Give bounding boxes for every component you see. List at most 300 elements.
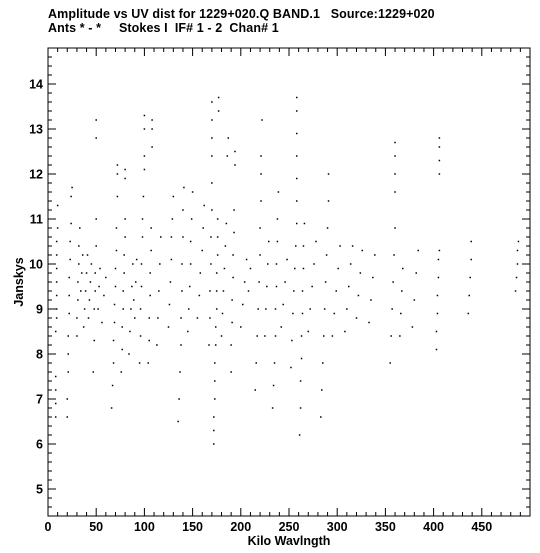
data-point <box>197 317 199 319</box>
data-point <box>68 277 70 279</box>
data-point <box>68 295 70 297</box>
data-point <box>114 304 116 306</box>
data-point <box>399 335 401 337</box>
data-point <box>300 407 302 409</box>
data-point <box>56 254 58 256</box>
data-point <box>309 308 311 310</box>
data-point <box>140 335 142 337</box>
data-point <box>56 281 58 283</box>
data-point <box>182 236 184 238</box>
data-point <box>67 371 69 373</box>
data-point <box>308 331 310 333</box>
data-point <box>390 335 392 337</box>
data-point <box>292 313 294 315</box>
data-point <box>114 322 116 324</box>
data-point <box>203 205 205 207</box>
data-point <box>221 335 223 337</box>
data-point <box>201 250 203 252</box>
data-point <box>116 250 118 252</box>
data-point <box>350 263 352 265</box>
data-point <box>79 227 81 229</box>
data-point <box>258 281 260 283</box>
data-point <box>70 196 72 198</box>
data-point <box>259 254 261 256</box>
data-point <box>95 245 97 247</box>
data-point <box>515 290 517 292</box>
data-point <box>142 236 144 238</box>
data-point <box>95 137 97 139</box>
y-tick-label: 6 <box>36 437 43 452</box>
data-point <box>232 277 234 279</box>
data-point <box>225 245 227 247</box>
data-point <box>296 223 298 225</box>
data-point <box>85 290 87 292</box>
data-point <box>93 371 95 373</box>
data-point <box>326 254 328 256</box>
data-point <box>437 295 439 297</box>
data-point <box>439 137 441 139</box>
data-point <box>71 187 73 189</box>
data-point <box>123 272 125 274</box>
data-point <box>171 259 173 261</box>
data-point <box>148 317 150 319</box>
data-point <box>276 286 278 288</box>
data-point <box>158 290 160 292</box>
data-point <box>439 173 441 175</box>
data-point <box>242 304 244 306</box>
data-point <box>394 173 396 175</box>
data-point <box>328 200 330 202</box>
data-point <box>80 290 82 292</box>
data-point <box>144 155 146 157</box>
data-point <box>89 299 91 301</box>
data-point <box>394 191 396 193</box>
x-tick-label: 250 <box>278 520 300 534</box>
data-point <box>374 254 376 256</box>
data-point <box>112 385 114 387</box>
data-point <box>273 385 275 387</box>
data-point <box>151 128 153 130</box>
data-point <box>213 430 215 432</box>
data-point <box>296 155 298 157</box>
data-point <box>56 295 58 297</box>
data-point <box>389 362 391 364</box>
data-point <box>256 335 258 337</box>
data-point <box>171 236 173 238</box>
data-point <box>296 178 298 180</box>
data-point <box>180 317 182 319</box>
data-point <box>178 398 180 400</box>
data-point <box>115 268 117 270</box>
data-point <box>300 380 302 382</box>
chart-subtitle: Ants * - * Stokes I IF# 1 - 2 Chan# 1 <box>48 21 279 35</box>
data-point <box>200 272 202 274</box>
data-point <box>439 160 441 162</box>
data-point <box>281 326 283 328</box>
data-point <box>218 110 220 112</box>
data-point <box>393 254 395 256</box>
data-point <box>296 97 298 99</box>
data-point <box>335 290 337 292</box>
data-point <box>293 290 295 292</box>
data-point <box>265 308 267 310</box>
data-point <box>356 317 358 319</box>
data-point <box>268 241 270 243</box>
data-point <box>216 308 218 310</box>
data-point <box>135 281 137 283</box>
data-point <box>139 362 141 364</box>
data-point <box>284 281 286 283</box>
data-point <box>394 155 396 157</box>
data-point <box>352 245 354 247</box>
data-point <box>56 241 58 243</box>
data-point <box>105 277 107 279</box>
data-point <box>250 268 252 270</box>
data-point <box>227 155 229 157</box>
data-point <box>188 308 190 310</box>
data-point <box>192 191 194 193</box>
data-point <box>321 389 323 391</box>
data-point <box>368 322 370 324</box>
data-point <box>264 335 266 337</box>
data-point <box>439 250 441 252</box>
data-point <box>394 227 396 229</box>
data-point <box>234 151 236 153</box>
data-point <box>217 218 219 220</box>
data-point <box>134 317 136 319</box>
data-point <box>282 304 284 306</box>
data-point <box>372 277 374 279</box>
y-tick-label: 9 <box>36 302 43 317</box>
data-point <box>257 308 259 310</box>
data-point <box>228 137 230 139</box>
x-tick-label: 0 <box>44 520 52 534</box>
data-point <box>128 353 130 355</box>
data-point <box>210 263 212 265</box>
data-point <box>77 281 79 283</box>
data-point <box>469 295 471 297</box>
data-point <box>94 272 96 274</box>
data-point <box>84 308 86 310</box>
data-point <box>211 182 213 184</box>
data-point <box>348 286 350 288</box>
y-tick-label: 5 <box>36 482 43 497</box>
data-point <box>346 308 348 310</box>
data-point <box>111 407 113 409</box>
data-point <box>301 335 303 337</box>
data-point <box>370 299 372 301</box>
data-point <box>213 443 215 445</box>
data-point <box>438 259 440 261</box>
data-point <box>99 268 101 270</box>
data-point <box>313 263 315 265</box>
data-point <box>275 335 277 337</box>
data-point <box>322 362 324 364</box>
data-point <box>290 367 292 369</box>
data-point <box>255 362 257 364</box>
x-tick-label: 400 <box>423 520 445 534</box>
data-point <box>202 227 204 229</box>
data-point <box>55 389 57 391</box>
data-point <box>149 295 151 297</box>
data-point <box>94 308 96 310</box>
data-point <box>224 268 226 270</box>
data-point <box>141 286 143 288</box>
chart-title: Amplitude vs UV dist for 1229+020.Q BAND.1 Source:1229+020 <box>48 7 435 21</box>
data-point <box>469 277 471 279</box>
data-point <box>226 223 228 225</box>
data-point <box>76 317 78 319</box>
data-point <box>124 178 126 180</box>
data-point <box>438 277 440 279</box>
data-point <box>55 331 57 333</box>
data-point <box>401 290 403 292</box>
data-point <box>150 227 152 229</box>
data-point <box>67 416 69 418</box>
data-point <box>160 236 162 238</box>
data-point <box>144 128 146 130</box>
x-axis-label: Kilo Wavlngth <box>247 534 331 548</box>
data-point <box>213 416 215 418</box>
data-point <box>437 313 439 315</box>
data-point <box>217 254 219 256</box>
y-tick-label: 11 <box>29 212 43 227</box>
data-point <box>296 200 298 202</box>
data-point <box>191 218 193 220</box>
data-point <box>240 326 242 328</box>
data-point <box>55 403 57 405</box>
data-point <box>274 362 276 364</box>
data-point <box>517 263 519 265</box>
data-point <box>124 218 126 220</box>
data-point <box>76 335 78 337</box>
data-point <box>215 344 217 346</box>
data-point <box>210 236 212 238</box>
data-point <box>275 308 277 310</box>
data-point <box>214 380 216 382</box>
data-point <box>117 196 119 198</box>
data-point <box>260 173 262 175</box>
data-point <box>70 223 72 225</box>
data-point <box>267 263 269 265</box>
x-tick-label: 50 <box>89 520 104 534</box>
data-point <box>231 322 233 324</box>
data-point <box>325 281 327 283</box>
data-point <box>141 263 143 265</box>
data-point <box>116 227 118 229</box>
data-point <box>132 263 134 265</box>
data-point <box>181 263 183 265</box>
data-point <box>57 227 59 229</box>
data-point <box>339 245 341 247</box>
data-point <box>327 227 329 229</box>
data-point <box>181 290 183 292</box>
data-point <box>67 398 69 400</box>
data-point <box>255 389 257 391</box>
x-tick-label: 150 <box>182 520 204 534</box>
data-point <box>272 407 274 409</box>
data-point <box>78 263 80 265</box>
data-point <box>296 110 298 112</box>
data-point <box>394 142 396 144</box>
data-point <box>182 209 184 211</box>
data-point <box>123 254 125 256</box>
data-point <box>56 317 58 319</box>
data-point <box>315 241 317 243</box>
data-point <box>77 299 79 301</box>
data-point <box>299 434 301 436</box>
data-point <box>261 119 263 121</box>
data-point <box>208 344 210 346</box>
data-point <box>209 317 211 319</box>
data-point <box>518 241 520 243</box>
y-tick-label: 10 <box>29 257 43 272</box>
data-point <box>82 254 84 256</box>
data-point <box>304 223 306 225</box>
data-point <box>78 245 80 247</box>
data-point <box>173 196 175 198</box>
data-point <box>218 97 220 99</box>
data-point <box>301 358 303 360</box>
data-point <box>392 281 394 283</box>
data-point <box>230 371 232 373</box>
data-point <box>232 254 234 256</box>
data-point <box>436 331 438 333</box>
data-point <box>124 169 126 171</box>
data-point <box>150 250 152 252</box>
data-point <box>260 200 262 202</box>
data-point <box>183 187 185 189</box>
data-point <box>344 331 346 333</box>
data-point <box>56 308 58 310</box>
data-point <box>211 155 213 157</box>
data-point <box>468 313 470 315</box>
data-point <box>217 236 219 238</box>
x-tick-label: 300 <box>326 520 348 534</box>
data-point <box>295 245 297 247</box>
data-point <box>302 290 304 292</box>
data-point <box>233 209 235 211</box>
data-point <box>168 326 170 328</box>
data-point <box>97 308 99 310</box>
data-point <box>234 164 236 166</box>
data-point <box>177 421 179 423</box>
data-point <box>362 250 364 252</box>
data-point <box>246 259 248 261</box>
data-point <box>358 295 360 297</box>
data-point <box>55 416 57 418</box>
y-tick-label: 8 <box>36 347 43 362</box>
data-point <box>148 362 150 364</box>
data-point <box>148 340 150 342</box>
data-point <box>296 133 298 135</box>
data-point <box>332 335 334 337</box>
x-tick-label: 350 <box>374 520 396 534</box>
data-point <box>400 313 402 315</box>
data-point <box>83 326 85 328</box>
data-point <box>231 299 233 301</box>
data-point <box>323 335 325 337</box>
data-point <box>233 232 235 234</box>
data-point <box>414 299 416 301</box>
data-point <box>142 218 144 220</box>
data-point <box>130 308 132 310</box>
data-point <box>103 295 105 297</box>
data-point <box>211 137 213 139</box>
data-point <box>360 272 362 274</box>
data-point <box>214 362 216 364</box>
data-point <box>122 308 124 310</box>
data-point <box>94 340 96 342</box>
data-point <box>291 340 293 342</box>
data-point <box>86 272 88 274</box>
data-point <box>311 286 313 288</box>
data-point <box>277 241 279 243</box>
data-point <box>149 272 151 274</box>
data-point <box>151 119 153 121</box>
y-axis-label: Janskys <box>12 257 26 307</box>
data-point <box>121 349 123 351</box>
data-point <box>55 376 57 378</box>
data-point <box>211 209 213 211</box>
data-point <box>439 146 441 148</box>
data-point <box>277 218 279 220</box>
data-point <box>260 155 262 157</box>
data-point <box>68 313 70 315</box>
data-point <box>151 146 153 148</box>
y-tick-label: 13 <box>29 122 43 137</box>
data-point <box>266 286 268 288</box>
data-point <box>402 268 404 270</box>
data-point <box>470 241 472 243</box>
data-point <box>169 304 171 306</box>
data-point <box>328 173 330 175</box>
data-point <box>189 286 191 288</box>
data-point <box>115 286 117 288</box>
data-point <box>190 263 192 265</box>
data-point <box>216 290 218 292</box>
data-point <box>286 259 288 261</box>
data-point <box>190 241 192 243</box>
data-point <box>87 254 89 256</box>
x-tick-label: 200 <box>230 520 252 534</box>
y-tick-label: 12 <box>29 167 43 182</box>
data-point <box>172 218 174 220</box>
data-point <box>230 344 232 346</box>
data-point <box>320 416 322 418</box>
data-point <box>94 290 96 292</box>
data-point <box>303 268 305 270</box>
data-point <box>199 295 201 297</box>
data-point <box>91 263 93 265</box>
data-point <box>144 115 146 117</box>
data-point <box>90 281 92 283</box>
data-point <box>436 349 438 351</box>
data-point <box>101 322 103 324</box>
data-point <box>122 290 124 292</box>
data-point <box>88 317 90 319</box>
data-point <box>144 169 146 171</box>
data-point <box>143 196 145 198</box>
data-point <box>67 353 69 355</box>
data-point <box>214 398 216 400</box>
data-point <box>276 263 278 265</box>
data-point <box>131 286 133 288</box>
data-point <box>157 317 159 319</box>
data-point <box>133 299 135 301</box>
plot-frame <box>48 48 530 516</box>
data-point <box>69 241 71 243</box>
